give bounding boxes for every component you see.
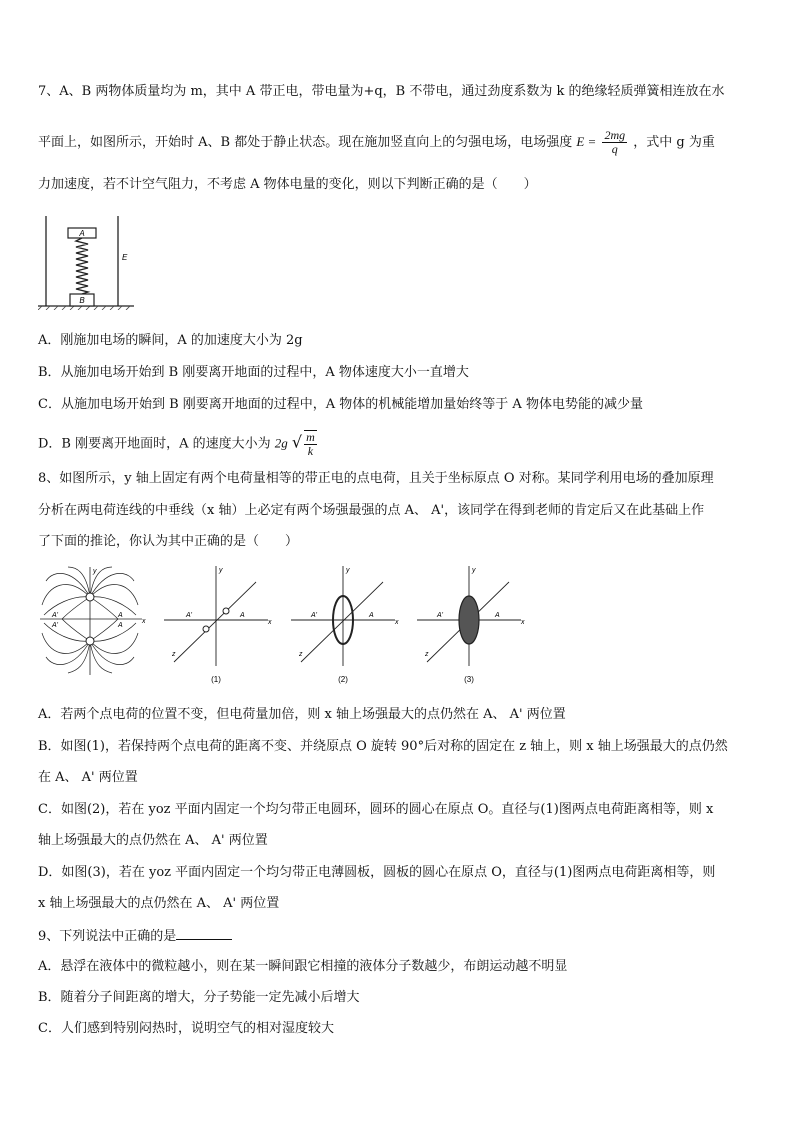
fig0-a-label: A [118,612,123,619]
spring [76,238,88,294]
fig1-caption: (1) [211,675,221,684]
fig3-caption: (3) [464,675,474,684]
fig3-x-label: x [521,619,525,626]
fig2-caption: (2) [338,675,348,684]
z-axis [301,582,383,662]
block-a-label: A [79,229,85,238]
q7-option-c: C．从施加电场开始到 B 刚要离开地面的过程中，A 物体的机械能增加量始终等于 A 物体电势能的减少量 [38,397,643,412]
fig1-y-label: y [219,567,223,574]
q7-formula-fraction [602,129,627,156]
fig0-y-label: y [93,568,97,575]
q8-option-b-line1: B．如图(1)，若保持两个点电荷的距离不变、并绕原点 O 旋转 90°后对称的固定在 z 轴上，则 x 轴上场强最大的点仍然 [38,739,728,754]
fig2-z-label: z [299,651,303,658]
q7-stem-line2 [38,129,715,156]
field-label: E [122,253,128,262]
fig3-y-label: y [472,567,476,574]
q9-option-b: B．随着分子间距离的增大，分子势能一定先减小后增大 [38,990,360,1005]
q8-figure-1 [160,562,276,687]
fig1-z-label: z [172,651,176,658]
q7-formula-lhs: E = [576,134,597,149]
q8-stem-line1: 8、如图所示，y 轴上固定有两个电荷量相等的带正电的点电荷，且关于坐标原点 O 对称。某同学利用电场的叠加原理 [38,471,714,486]
q7-option-b: B．从施加电场开始到 B 刚要离开地面的过程中，A 物体速度大小一直增大 [38,365,469,380]
q8-figure-2 [287,562,403,687]
q7-option-a: A．刚施加电场的瞬间，A 的加速度大小为 2g [38,333,303,348]
answer-blank [176,927,232,940]
fig2-y-label: y [346,567,350,574]
q8-stem-line3: 了下面的推论，你认为其中正确的是（ ） [38,534,299,549]
fig2-a2-label: A' [311,612,318,619]
q9-option-a: A．悬浮在液体中的微粒越小，则在某一瞬间跟它相撞的液体分子数越少，布朗运动越不明显 [38,959,568,974]
block-b-label: B [79,296,85,305]
z-axis [174,582,256,662]
fig3-a2-label: A' [437,612,444,619]
q7-option-d-den: k [307,444,314,458]
q7-stem-line3: 力加速度，若不计空气阻力，不考虑 A 物体电量的变化，则以下判断正确的是（ ） [38,177,537,192]
charge-bottom [86,637,94,645]
fig2-a-label: A [369,612,374,619]
q8-option-d-line1: D．如图(3)，若在 yoz 平面内固定一个均匀带正电薄圆板，圆板的圆心在原点 O，直径与(1)图两点电荷距离相等，则 [38,865,716,880]
fig0-a2-label-lower: A' [52,622,59,629]
fig1-a2-label: A' [186,612,193,619]
q7-option-d-coef: 2g [274,435,288,451]
q8-option-a: A．若两个点电荷的位置不变，但电荷量加倍，则 x 轴上场强最大的点仍然在 A、 A' 两位置 [38,707,566,722]
q7-option-d-root [304,430,317,458]
charged-disk [459,596,479,644]
fig3-a-label: A [495,612,500,619]
q7-option-d-num: m [306,430,315,444]
q8-option-c-line1: C．如图(2)，若在 yoz 平面内固定一个均匀带正电圆环，圆环的圆心在原点 O。直径与(1)图两点电荷距离相等，则 x [38,802,714,817]
fig3-z-label: z [425,651,429,658]
charge-1 [223,608,229,614]
q7-stem-line2-pre: 平面上，如图所示，开始时 A、B 都处于静止状态。现在施加竖直向上的匀强电场，电场强度 [38,135,573,150]
sqrt-sign: √ [291,432,303,452]
fig0-x-label: x [142,618,146,625]
q7-option-d-text: D．B 刚要离开地面时，A 的速度大小为 [38,436,271,452]
q9-option-c: C．人们感到特别闷热时，说明空气的相对湿度较大 [38,1021,334,1036]
charge-2 [203,626,209,632]
q7-stem-line2-post: ，式中 g 为重 [633,135,715,150]
q8-figure-3 [413,562,529,687]
q8-stem-line2: 分析在两电荷连线的中垂线（x 轴）上必定有两个场强最强的点 A、 A'，该同学在得到老师的肯定后又在此基础上作 [38,503,705,518]
fig2-x-label: x [395,619,399,626]
q9-stem [38,927,232,946]
q8-option-c-line2: 轴上场强最大的点仍然在 A、 A' 两位置 [38,833,268,848]
q7-formula-numerator: 2mg [604,128,626,142]
q8-option-d-line2: x 轴上场强最大的点仍然在 A、 A' 两位置 [38,896,280,911]
q7-spring-figure [38,210,138,310]
q7-formula-denominator: q [611,142,618,156]
q9-stem-text: 9、下列说法中正确的是 [38,929,177,944]
q8-option-b-line2: 在 A、 A' 两位置 [38,770,138,785]
q7-stem-line1: 7、A、B 两物体质量均为 m，其中 A 带正电，带电量为+q，B 不带电，通过劲度系数为 k 的绝缘轻质弹簧相连放在水 [38,84,725,99]
q8-field-lines-figure [38,565,148,677]
fig1-x-label: x [268,619,272,626]
charge-top [86,593,94,601]
fig1-a-label: A [240,612,245,619]
fig0-a2-label: A' [52,612,59,619]
q7-option-d [38,430,319,458]
fig0-a-label-lower: A [118,622,123,629]
